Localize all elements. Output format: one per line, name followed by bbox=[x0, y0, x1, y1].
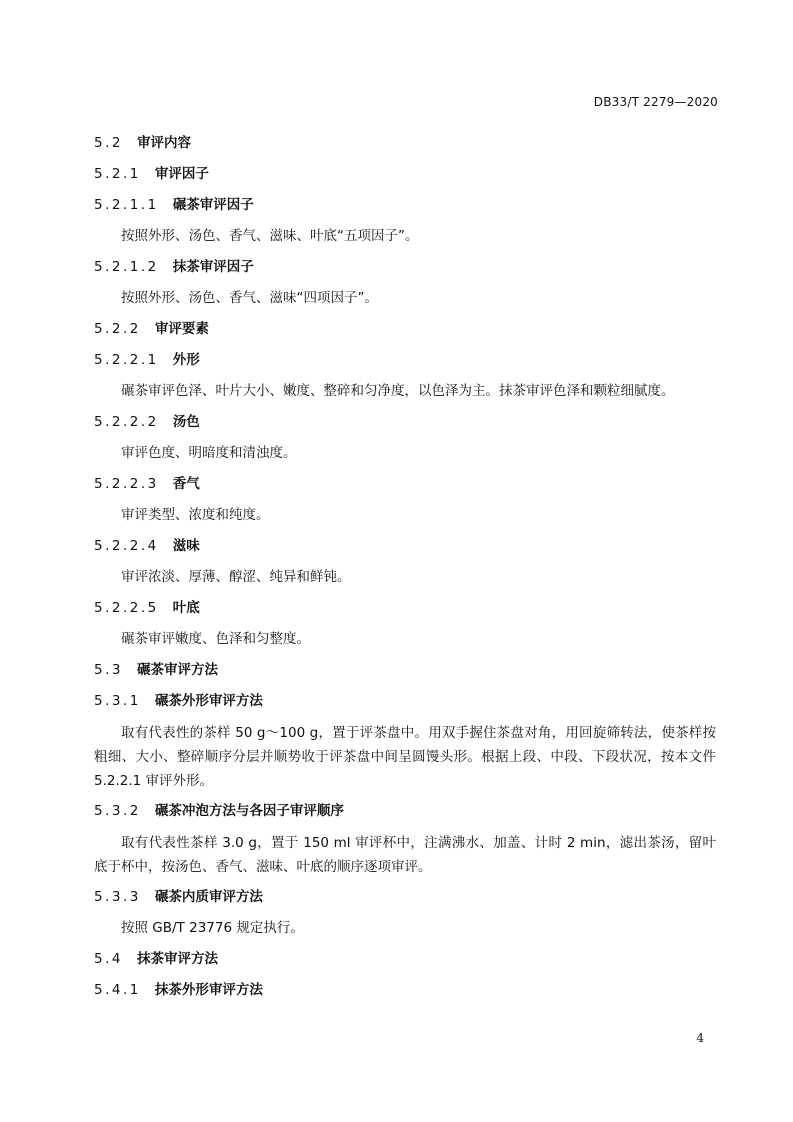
section-number: 5.3.3 bbox=[94, 889, 141, 905]
section-number: 5.2.2.1 bbox=[94, 352, 159, 368]
section-title: 碾茶审评因子 bbox=[172, 197, 254, 213]
section-number: 5.2.1.2 bbox=[94, 259, 159, 275]
section-heading bbox=[94, 252, 716, 283]
section-title: 审评要素 bbox=[154, 321, 209, 337]
section-heading bbox=[94, 531, 716, 562]
section-number: 5.2.2 bbox=[94, 321, 141, 337]
section-heading bbox=[94, 159, 716, 190]
section-heading bbox=[94, 345, 716, 376]
section-title: 碾茶审评方法 bbox=[136, 662, 218, 678]
section-title: 香气 bbox=[172, 476, 200, 492]
section-title: 叶底 bbox=[172, 600, 200, 616]
section-title: 抹茶外形审评方法 bbox=[154, 982, 263, 998]
section-title: 审评因子 bbox=[154, 166, 209, 182]
section-heading bbox=[94, 655, 716, 686]
section-title: 碾茶内质审评方法 bbox=[154, 889, 263, 905]
section-heading bbox=[94, 882, 716, 913]
section-number: 5.2.1.1 bbox=[94, 197, 159, 213]
paragraph: 按照 GB/T 23776 规定执行。 bbox=[121, 920, 304, 936]
section-number: 5.3.2 bbox=[94, 803, 141, 819]
section-title: 碾茶冲泡方法与各因子审评顺序 bbox=[154, 803, 344, 819]
section-number: 5.3 bbox=[94, 662, 123, 678]
section-heading bbox=[94, 314, 716, 345]
section-heading bbox=[94, 975, 716, 1006]
section-heading bbox=[94, 796, 716, 827]
section-number: 5.4 bbox=[94, 951, 123, 967]
section-title: 碾茶外形审评方法 bbox=[154, 693, 263, 709]
section-number: 5.2.2.5 bbox=[94, 600, 159, 616]
section-title: 汤色 bbox=[172, 414, 200, 430]
section-heading bbox=[94, 686, 716, 717]
section-heading bbox=[94, 128, 716, 159]
section-heading bbox=[94, 593, 716, 624]
paragraph: 按照外形、汤色、香气、滋味“四项因子”。 bbox=[121, 290, 378, 306]
section-title: 滋味 bbox=[172, 538, 200, 554]
section-title: 外形 bbox=[172, 352, 200, 368]
document-code: DB33/T 2279—2020 bbox=[593, 95, 718, 109]
section-heading bbox=[94, 944, 716, 975]
paragraph: 取有代表性的茶样 50 g～100 g，置于评茶盘中。用双手握住茶盘对角，用回旋筛转法，使茶样按粗细、大小、整碎顺序分层并顺势收于评茶盘中间呈圆馒头形。根据上段、中段、下段状况，按本文件 5.2.2.1 审评外形。 bbox=[94, 725, 716, 789]
paragraph: 审评类型、浓度和纯度。 bbox=[121, 507, 270, 523]
section-number: 5.2.2.4 bbox=[94, 538, 159, 554]
section-heading bbox=[94, 190, 716, 221]
document-body bbox=[94, 128, 716, 1006]
paragraph: 碾茶审评嫩度、色泽和匀整度。 bbox=[121, 631, 310, 647]
section-title: 审评内容 bbox=[136, 135, 191, 151]
section-number: 5.2.1 bbox=[94, 166, 141, 182]
paragraph: 审评色度、明暗度和清浊度。 bbox=[121, 445, 297, 461]
paragraph: 按照外形、汤色、香气、滋味、叶底“五项因子”。 bbox=[121, 228, 419, 244]
section-number: 5.3.1 bbox=[94, 693, 141, 709]
section-number: 5.4.1 bbox=[94, 982, 141, 998]
section-number: 5.2 bbox=[94, 135, 123, 151]
section-heading bbox=[94, 469, 716, 500]
paragraph: 审评浓淡、厚薄、醇涩、纯异和鲜钝。 bbox=[121, 569, 351, 585]
section-title: 抹茶审评因子 bbox=[172, 259, 254, 275]
section-number: 5.2.2.3 bbox=[94, 476, 159, 492]
section-number: 5.2.2.2 bbox=[94, 414, 159, 430]
paragraph: 取有代表性茶样 3.0 g，置于 150 ml 审评杯中，注满沸水、加盖、计时 2 min，滤出茶汤，留叶底于杯中，按汤色、香气、滋味、叶底的顺序逐项审评。 bbox=[94, 835, 716, 875]
section-title: 抹茶审评方法 bbox=[136, 951, 218, 967]
section-heading bbox=[94, 407, 716, 438]
paragraph: 碾茶审评色泽、叶片大小、嫩度、整碎和匀净度，以色泽为主。抹茶审评色泽和颗粒细腻度。 bbox=[121, 383, 675, 399]
page-number: 4 bbox=[696, 1031, 704, 1045]
